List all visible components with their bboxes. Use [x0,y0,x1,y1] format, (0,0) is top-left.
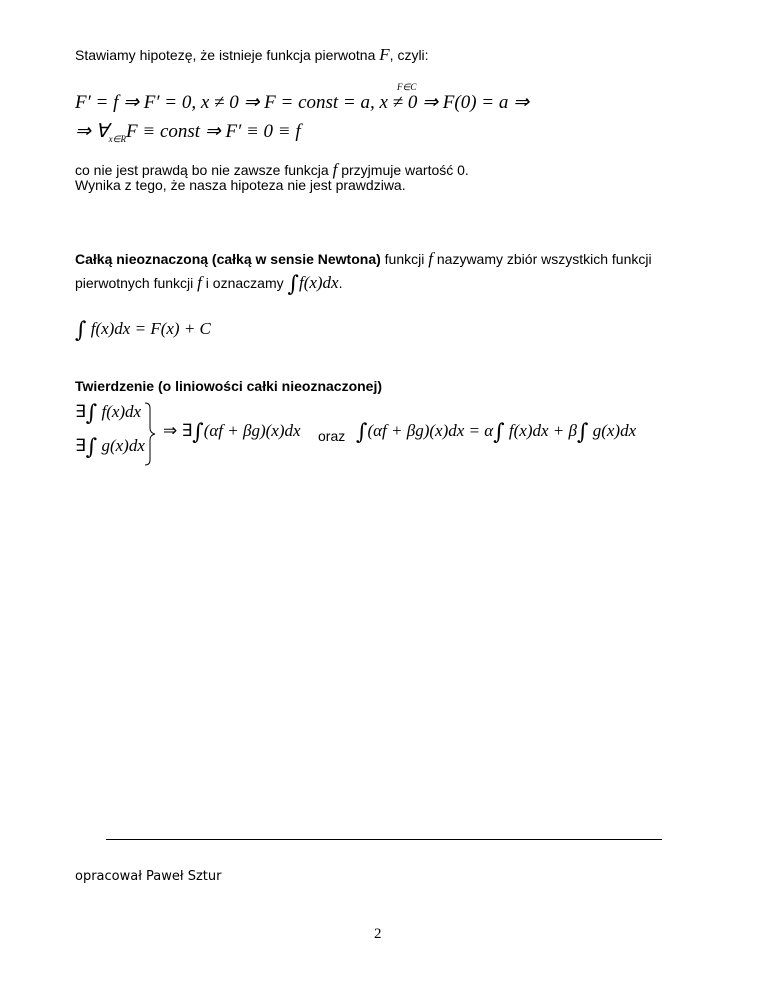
equation1-line1-part2: F(0) = a ⇒ [442,92,530,113]
theorem-combined: (αf + βg)(x)dx [203,421,301,440]
definition-symbol-f: f [428,249,433,268]
definition-text2: nazywamy zbiór wszystkich funkcji [432,251,652,267]
exists-symbol: ∃ [75,436,86,455]
integral-sign: ∫ [576,420,589,445]
theorem-exists2-expr: g(x)dx [101,436,145,455]
definition-line2 [75,272,343,297]
footer-divider [106,839,662,840]
formula-indefinite-expr: f(x)dx = F(x) + C [90,319,211,338]
footer-author: opracował Paweł Sztur [75,869,222,884]
intro-text-after: , czyli: [389,47,429,63]
definition-line2-text2: i oznaczamy [201,275,284,291]
definition-line2-symbol: f [197,273,202,292]
integral-sign: ∫ [192,420,204,445]
conclusion-line1-before: co nie jest prawdą bo nie zawsze funkcja [75,162,333,178]
theorem-exists2 [75,435,145,460]
equation1-line2-prefix: ⇒ ∀ [75,121,109,142]
conclusion-line1-symbol: f [332,160,338,179]
right-brace-icon [143,402,159,466]
theorem-title-text: Twierdzenie (o liniowości całki nieoznaczonej) [75,378,383,394]
theorem-linear-lhs: (αf + βg)(x)dx = α [367,421,494,440]
theorem-implication [163,420,301,445]
equation1-line2-sub: x∈R [108,134,127,144]
integral-sign: ∫ [85,435,98,460]
equation1-line1-part1: F′ = f ⇒ F′ = 0, x ≠ 0 ⇒ F = const = a, x ≠ 0 ⇒ [75,92,439,113]
theorem-exists1-expr: f(x)dx [101,402,142,421]
theorem-linear-mid: f(x)dx + β [508,421,577,440]
equation1-line2 [75,120,301,143]
intro-line [75,45,429,65]
theorem-linear-rhs: g(x)dx [592,421,637,440]
exists-symbol: ∃ [75,402,86,421]
theorem-oraz: oraz [318,428,346,444]
intro-text-before: Stawiamy hipotezę, że istnieje funkcja pierwotna [75,47,380,63]
definition-bold: Całką nieoznaczoną (całką w sensie Newtona) [75,251,381,267]
definition-line1 [75,249,652,269]
intro-symbol-F: F [379,45,390,64]
definition-text1: funkcji [380,251,429,267]
theorem-implication-symbol: ⇒ ∃ [163,421,193,440]
conclusion-line2: Wynika z tego, że nasza hipoteza nie jest prawdziwa. [75,177,406,193]
equation1-over-label: F∈C [397,82,417,92]
theorem-linearity [356,420,636,445]
conclusion-line1-after: przyjmuje wartość 0. [337,162,469,178]
definition-line2-text: pierwotnych funkcji [75,275,198,291]
theorem-title [75,378,382,394]
equation1-line1 [75,91,529,114]
integral-sign: ∫ [287,272,299,297]
integral-sign: ∫ [75,318,87,343]
theorem-exists1 [75,401,141,426]
definition-integral-expr: f(x)dx [298,273,339,292]
integral-sign: ∫ [356,420,368,445]
integral-sign: ∫ [493,420,505,445]
equation1-line2-rest: F ≡ const ⇒ F′ ≡ 0 ≡ f [126,121,301,142]
page-number: 2 [374,926,382,942]
formula-indefinite [75,318,211,343]
definition-line2-end: . [338,275,343,291]
integral-sign: ∫ [85,401,98,426]
